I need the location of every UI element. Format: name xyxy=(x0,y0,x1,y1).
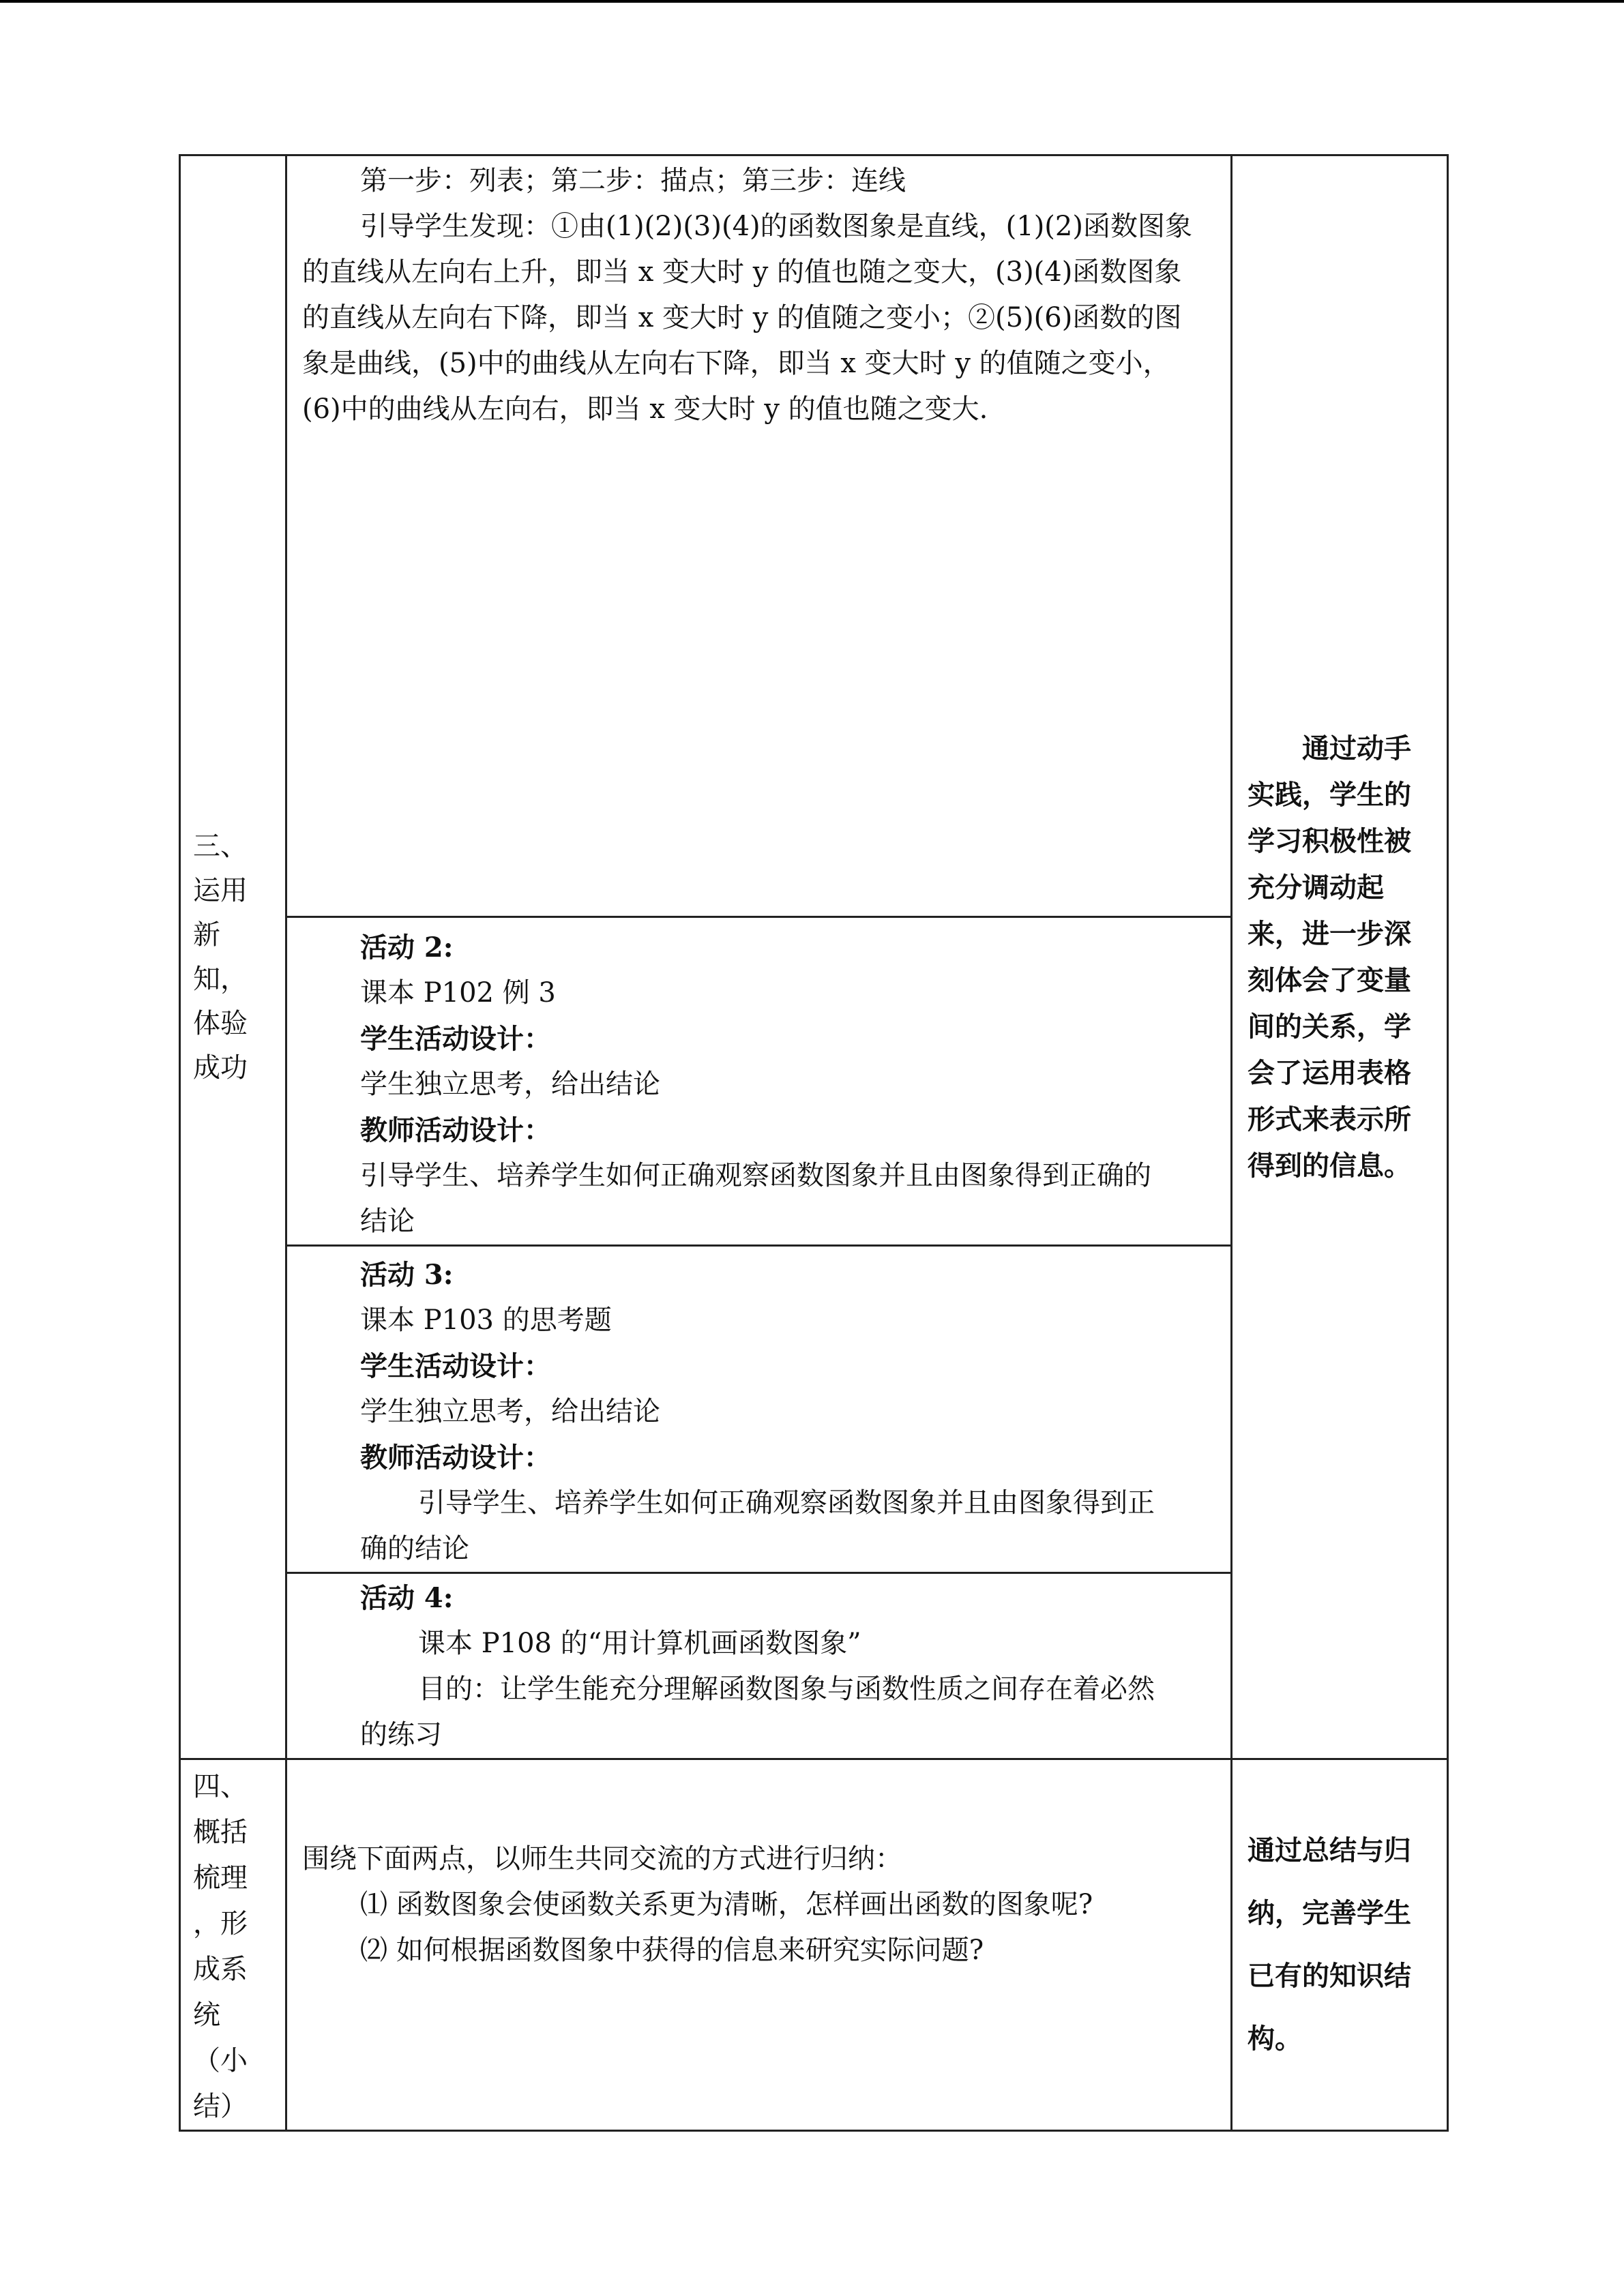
section3-note-cell xyxy=(1232,155,1448,1759)
activity2-teacher-label: 教师活动设计： xyxy=(360,1114,551,1146)
stage-line: 成功 xyxy=(193,1052,248,1084)
activity2-student-text: 学生独立思考，给出结论 xyxy=(360,1069,660,1100)
activity3-student-label: 学生活动设计： xyxy=(360,1350,551,1382)
note-line: 通过动手 xyxy=(1302,732,1411,764)
activity2-title: 活动 2: xyxy=(360,931,454,964)
activity3-cell xyxy=(286,1246,1232,1573)
guide-line: 的直线从左向右上升，即当 x 变大时 y 的值也随之变大，(3)(4)函数图象 xyxy=(302,256,1182,288)
activity4-goal: 目的：让学生能充分理解函数图象与函数性质之间存在着必然 xyxy=(418,1673,1155,1705)
note-line: 构。 xyxy=(1247,2023,1302,2055)
guide-line: (6)中的曲线从左向右，即当 x 变大时 y 的值也随之变大. xyxy=(302,393,988,425)
activity4-goal: 的练习 xyxy=(360,1719,442,1750)
section3-steps-cell xyxy=(286,155,1232,917)
activity4-title: 活动 4: xyxy=(360,1582,454,1614)
note-line: 通过总结与归 xyxy=(1247,1835,1411,1866)
section4-note-cell xyxy=(1232,1759,1448,2131)
section4-note xyxy=(1232,1819,1447,2070)
activity4-cell xyxy=(286,1573,1232,1759)
guide-line: 的直线从左向右下降，即当 x 变大时 y 的值随之变小；②(5)(6)函数的图 xyxy=(302,302,1182,333)
activity3-teacher-text: 引导学生、培养学生如何正确观察函数图象并且由图象得到正 xyxy=(418,1487,1155,1519)
stage-line: ，形 xyxy=(193,1908,248,1939)
section4-stage-cell xyxy=(180,1759,286,2131)
activity2-student-label: 学生活动设计： xyxy=(360,1023,551,1055)
section3-row-1 xyxy=(180,155,1448,917)
stage-line: 成系 xyxy=(193,1954,248,1985)
activity2-cell xyxy=(286,917,1232,1246)
activity2-task: 课本 P102 例 3 xyxy=(360,977,556,1009)
note-line: 形式来表示所 xyxy=(1247,1103,1411,1135)
note-line: 已有的知识结 xyxy=(1247,1960,1411,1992)
stage-line: 结） xyxy=(193,2091,248,2122)
summary-intro: 围绕下面两点，以师生共同交流的方式进行归纳： xyxy=(302,1843,902,1875)
activity4-task: 课本 P108 的“用计算机画函数图象” xyxy=(418,1628,861,1659)
summary-point: ⑴ 函数图象会使函数关系更为清晰，怎样画出函数的图象呢? xyxy=(360,1889,1093,1920)
note-line: 刻体会了变量 xyxy=(1247,964,1411,996)
lesson-plan-table xyxy=(179,154,1449,2132)
activity2-teacher-text: 引导学生、培养学生如何正确观察函数图象并且由图象得到正确的 xyxy=(360,1160,1151,1191)
stage-line: 运用 xyxy=(193,874,248,906)
stage-line: 概括 xyxy=(193,1817,248,1848)
activity3-teacher-label: 教师活动设计： xyxy=(360,1442,551,1474)
section4-row xyxy=(180,1759,1448,2131)
note-line: 纳，完善学生 xyxy=(1247,1898,1411,1929)
section4-summary-cell xyxy=(286,1759,1232,2131)
steps-text: 第一步：列表；第二步：描点；第三步：连线 xyxy=(360,165,906,196)
activity3-task: 课本 P103 的思考题 xyxy=(360,1304,612,1336)
note-line: 来，进一步深 xyxy=(1247,918,1411,950)
stage-line: 梳理 xyxy=(193,1862,248,1894)
stage-line: 三、 xyxy=(193,830,248,862)
activity3-title: 活动 3: xyxy=(360,1259,454,1291)
note-line: 会了运用表格 xyxy=(1247,1057,1411,1089)
summary-point: ⑵ 如何根据函数图象中获得的信息来研究实际问题? xyxy=(360,1935,984,1966)
note-line: 得到的信息。 xyxy=(1247,1150,1411,1182)
section3-note xyxy=(1232,726,1447,1189)
stage-line: 新 xyxy=(193,919,220,951)
page-top-rule xyxy=(0,0,1624,3)
stage-line: 统 xyxy=(193,1999,220,2031)
note-line: 充分调动起 xyxy=(1247,871,1384,904)
guide-line: 引导学生发现：①由(1)(2)(3)(4)的函数图象是直线，(1)(2)函数图象 xyxy=(360,211,1192,242)
note-line: 实践，学生的 xyxy=(1247,779,1411,811)
guide-line: 象是曲线，(5)中的曲线从左向右下降，即当 x 变大时 y 的值随之变小， xyxy=(302,348,1170,379)
activity3-student-text: 学生独立思考，给出结论 xyxy=(360,1396,660,1427)
section3-stage-cell xyxy=(180,155,286,1759)
section4-stage-label xyxy=(181,1764,285,2130)
stage-line: 体验 xyxy=(193,1007,248,1039)
activity3-teacher-text: 确的结论 xyxy=(360,1533,469,1564)
activity2-teacher-text: 结论 xyxy=(360,1206,415,1237)
note-line: 学习积极性被 xyxy=(1247,825,1411,857)
stage-line: 四、 xyxy=(193,1771,248,1802)
section3-stage-label xyxy=(181,824,285,1090)
note-line: 间的关系，学 xyxy=(1247,1011,1411,1043)
stage-line: 知， xyxy=(193,963,248,995)
stage-line: （小 xyxy=(193,2045,248,2076)
